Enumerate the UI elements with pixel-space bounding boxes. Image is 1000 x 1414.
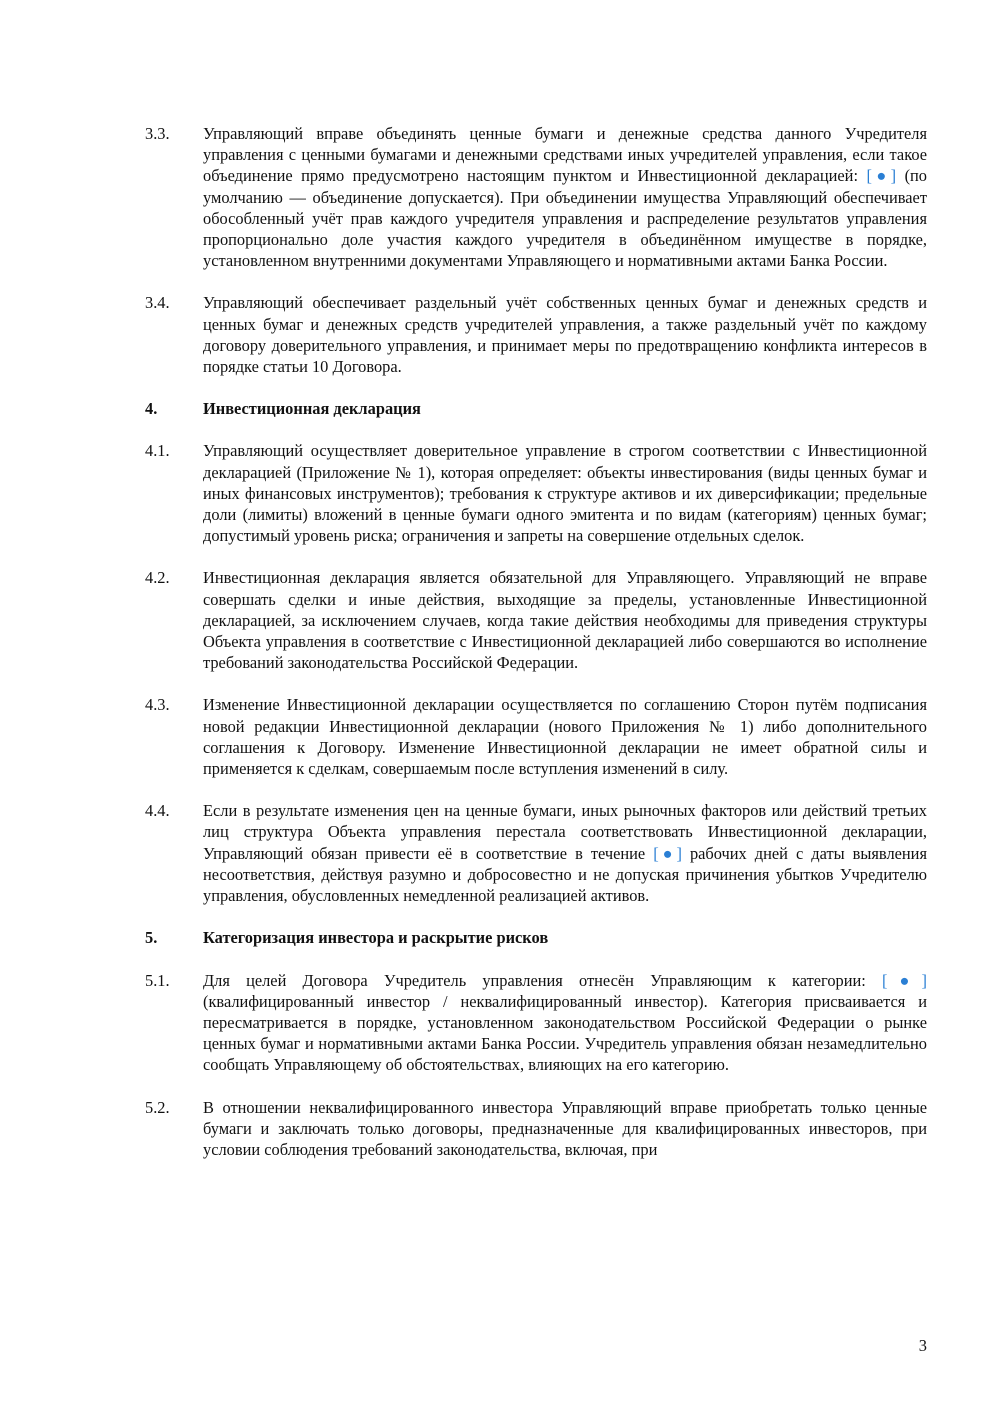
clause-4-4 [145,800,927,906]
clause-3-4 [145,292,927,377]
clause-text [203,970,927,1076]
clause-number: 4.3. [145,695,170,715]
clause-text: Управляющий обеспечивает раздельный учёт собственных ценных бумаг и денежных средств и ценных бумаг и денежных средств учредителей управления, а также раздельный учёт по каждому договору доверительного управления, и принимает меры по предотвращению конфликта интересов в порядке статьи 10 Договора. [203,293,927,377]
page-number: 3 [918,1336,927,1355]
document-body [145,123,927,1181]
clause-text-part: (квалифицированный инвестор / неквалифицированный инвестор). Категория присваивается и пересматривается в порядке, установленном законодательством Российской Федерации о рынке ценных бумаг и нормативными актами Банка России. Учредитель управления обязан незамедлительно сообщать Управляющему об обстоятельствах, влияющих на его категорию. [203,991,927,1075]
clause-number: 4.2. [145,568,170,588]
section-heading-4 [145,398,927,419]
clause-number: 3.3. [145,124,170,143]
clause-3-3 [145,123,927,271]
clause-4-2 [145,567,927,673]
clause-text: Изменение Инвестиционной декларации осуществляется по соглашению Сторон путём подписания новой редакции Инвестиционной декларации (нового Приложения № 1) либо дополнительного соглашения к Договору. Изменение Инвестиционной декларации не имеет обратной силы и применяется к сделкам, совершаемым после вступления изменений в силу. [203,695,927,779]
clause-number: 5.2. [145,1097,170,1117]
clause-text [203,123,927,271]
clause-4-1 [145,440,927,546]
placeholder-marker: [●] [653,843,682,863]
section-title: Инвестиционная декларация [203,399,421,419]
placeholder-marker: [●] [882,970,927,990]
clause-text: Инвестиционная декларация является обязательной для Управляющего. Управляющий не вправе совершать сделки и иные действия, выходящие за пределы, установленные Инвестиционной декларацией, за исключением случаев, когда такие действия необходимы для приведения структуры Объекта управления в соответствие с Инвестиционной декларацией либо совершаются во исполнение требований законодательства Российской Федерации. [203,568,927,673]
section-number: 5. [145,928,158,948]
section-number: 4. [145,399,158,419]
placeholder-marker: [●] [866,166,897,186]
clause-text-part: рабочих дней с даты выявления несоответствия, действуя разумно и добросовестно и не допуская причинения убытков Учредителю управления, обусловленных немедленной реализацией активов. [203,843,927,906]
clause-5-1 [145,970,927,1076]
clause-text-part: (по умолчанию — объединение допускается). При объединении имущества Управляющий обеспечивает обособленный учёт прав каждого учредителя управления и распределение результатов управления пропорционально доле участия каждого учредителя в объединённом имуществе в порядке, установленном внутренними документами Управляющего и нормативными актами Банка России. [203,166,927,271]
section-title: Категоризация инвестора и раскрытие рисков [203,928,549,948]
clause-text-part: Если в результате изменения цен на ценные бумаги, иных рыночных факторов или действий третьих лиц структура Объекта управления перестала соответствовать Инвестиционной декларации, Управляющий обязан привести её в соответствие в течение [203,801,927,863]
clause-number: 5.1. [145,970,170,990]
clause-number: 4.4. [145,801,170,821]
clause-number: 3.4. [145,293,170,313]
section-heading-5 [145,927,927,948]
clause-text-part: Для целей Договора Учредитель управления отнесён Управляющим к категории: [203,970,883,990]
clause-4-3 [145,694,927,779]
clause-text [203,800,927,906]
clause-text-part: Управляющий вправе объединять ценные бумаги и денежные средства данного Учредителя управления с ценными бумагами и денежными средствами иных учредителей управления, если такое объединение прямо предусмотрено настоящим пунктом и Инвестиционной декларацией: [203,124,927,186]
clause-text: Управляющий осуществляет доверительное управление в строгом соответствии с Инвестиционной декларацией (Приложение № 1), которая определяет: объекты инвестирования (виды ценных бумаг и иных финансовых инструментов); требования к структуре активов и их диверсификации; предельные доли (лимиты) вложений в ценные бумаги одного эмитента и по видам (категориям) ценных бумаг; допустимый уровень риска; ограничения и запреты на совершение отдельных сделок. [203,441,927,546]
clause-text: В отношении неквалифицированного инвестора Управляющий вправе приобретать только ценные бумаги и заключать только договоры, предназначенные для квалифицированных инвесторов, при условии соблюдения требований законодательства, включая, при [203,1097,927,1159]
clause-number: 4.1. [145,441,170,461]
clause-5-2 [145,1097,927,1161]
